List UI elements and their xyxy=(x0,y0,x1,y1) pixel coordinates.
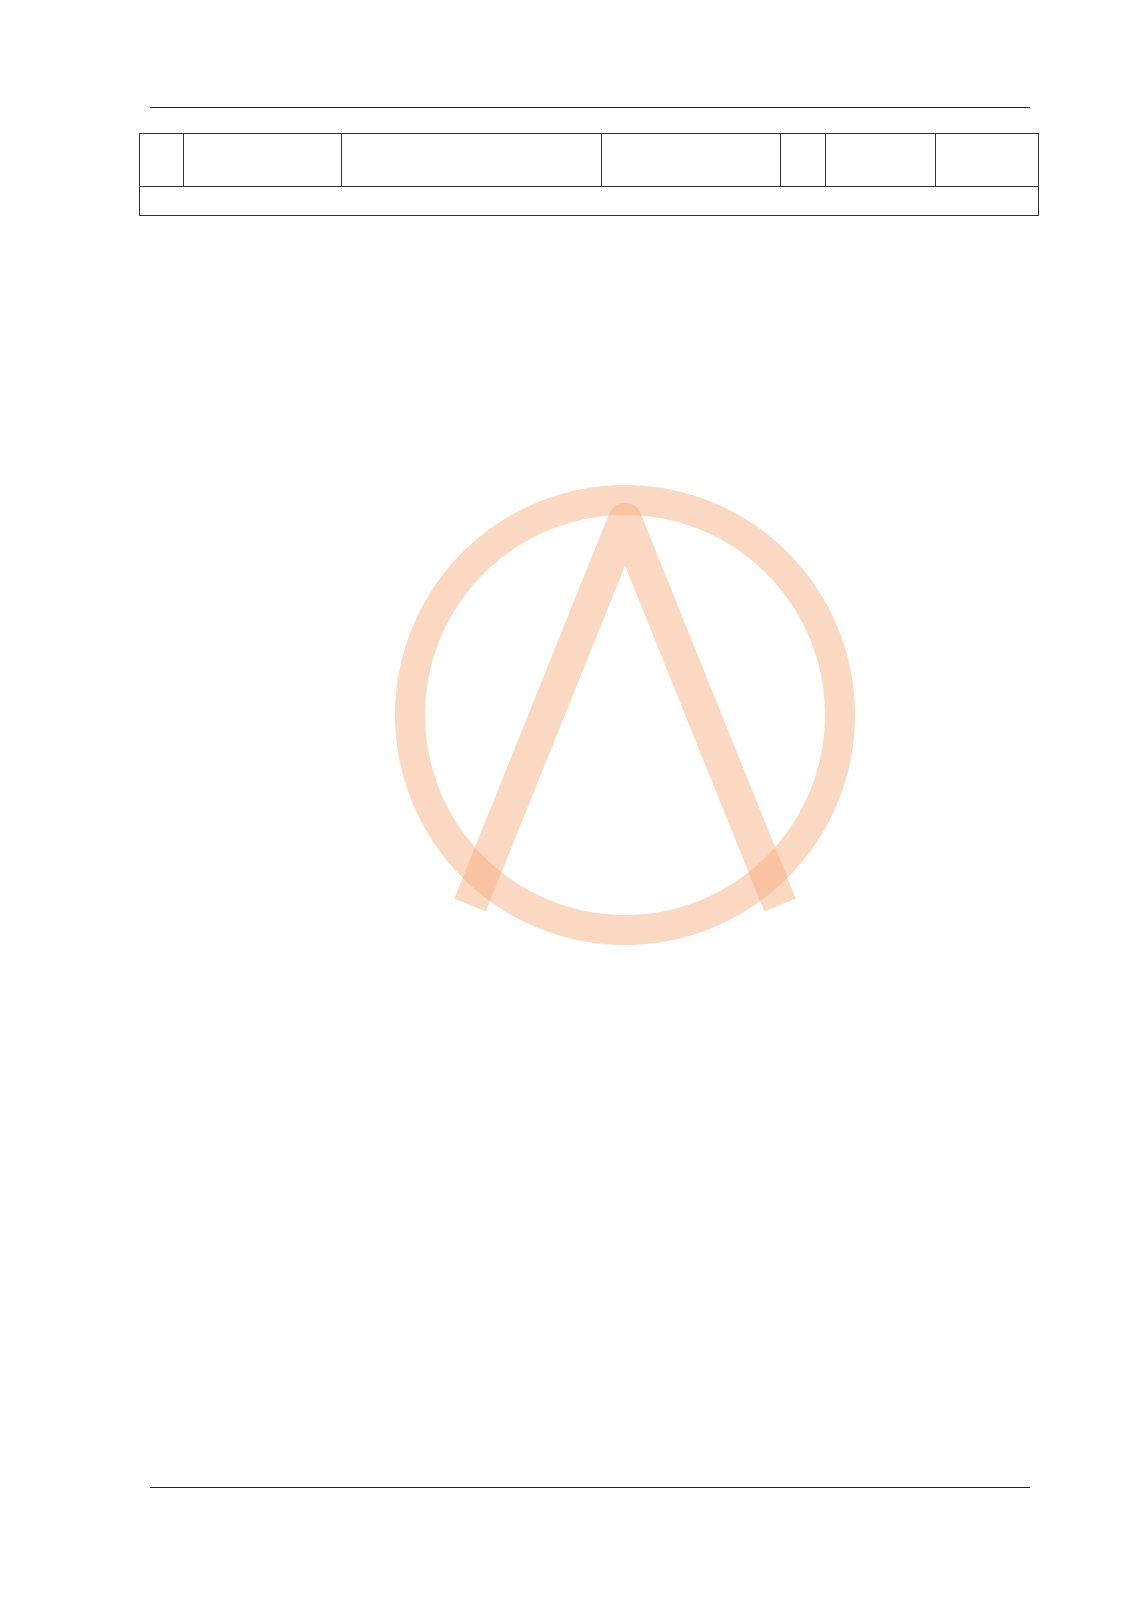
section-title xyxy=(140,187,1039,216)
col-header-seq xyxy=(140,134,184,187)
col-header-name xyxy=(184,134,341,187)
header-rule xyxy=(150,107,1030,108)
equipment-table xyxy=(139,133,1039,216)
footer-rule xyxy=(150,1487,1030,1488)
col-header-remark xyxy=(936,134,1039,187)
col-header-op xyxy=(826,134,936,187)
col-header-qty xyxy=(780,134,825,187)
col-header-material xyxy=(601,134,780,187)
watermark-logo-icon xyxy=(385,475,865,955)
section-row xyxy=(140,187,1039,216)
table-header-row xyxy=(140,134,1039,187)
col-header-spec xyxy=(341,134,601,187)
